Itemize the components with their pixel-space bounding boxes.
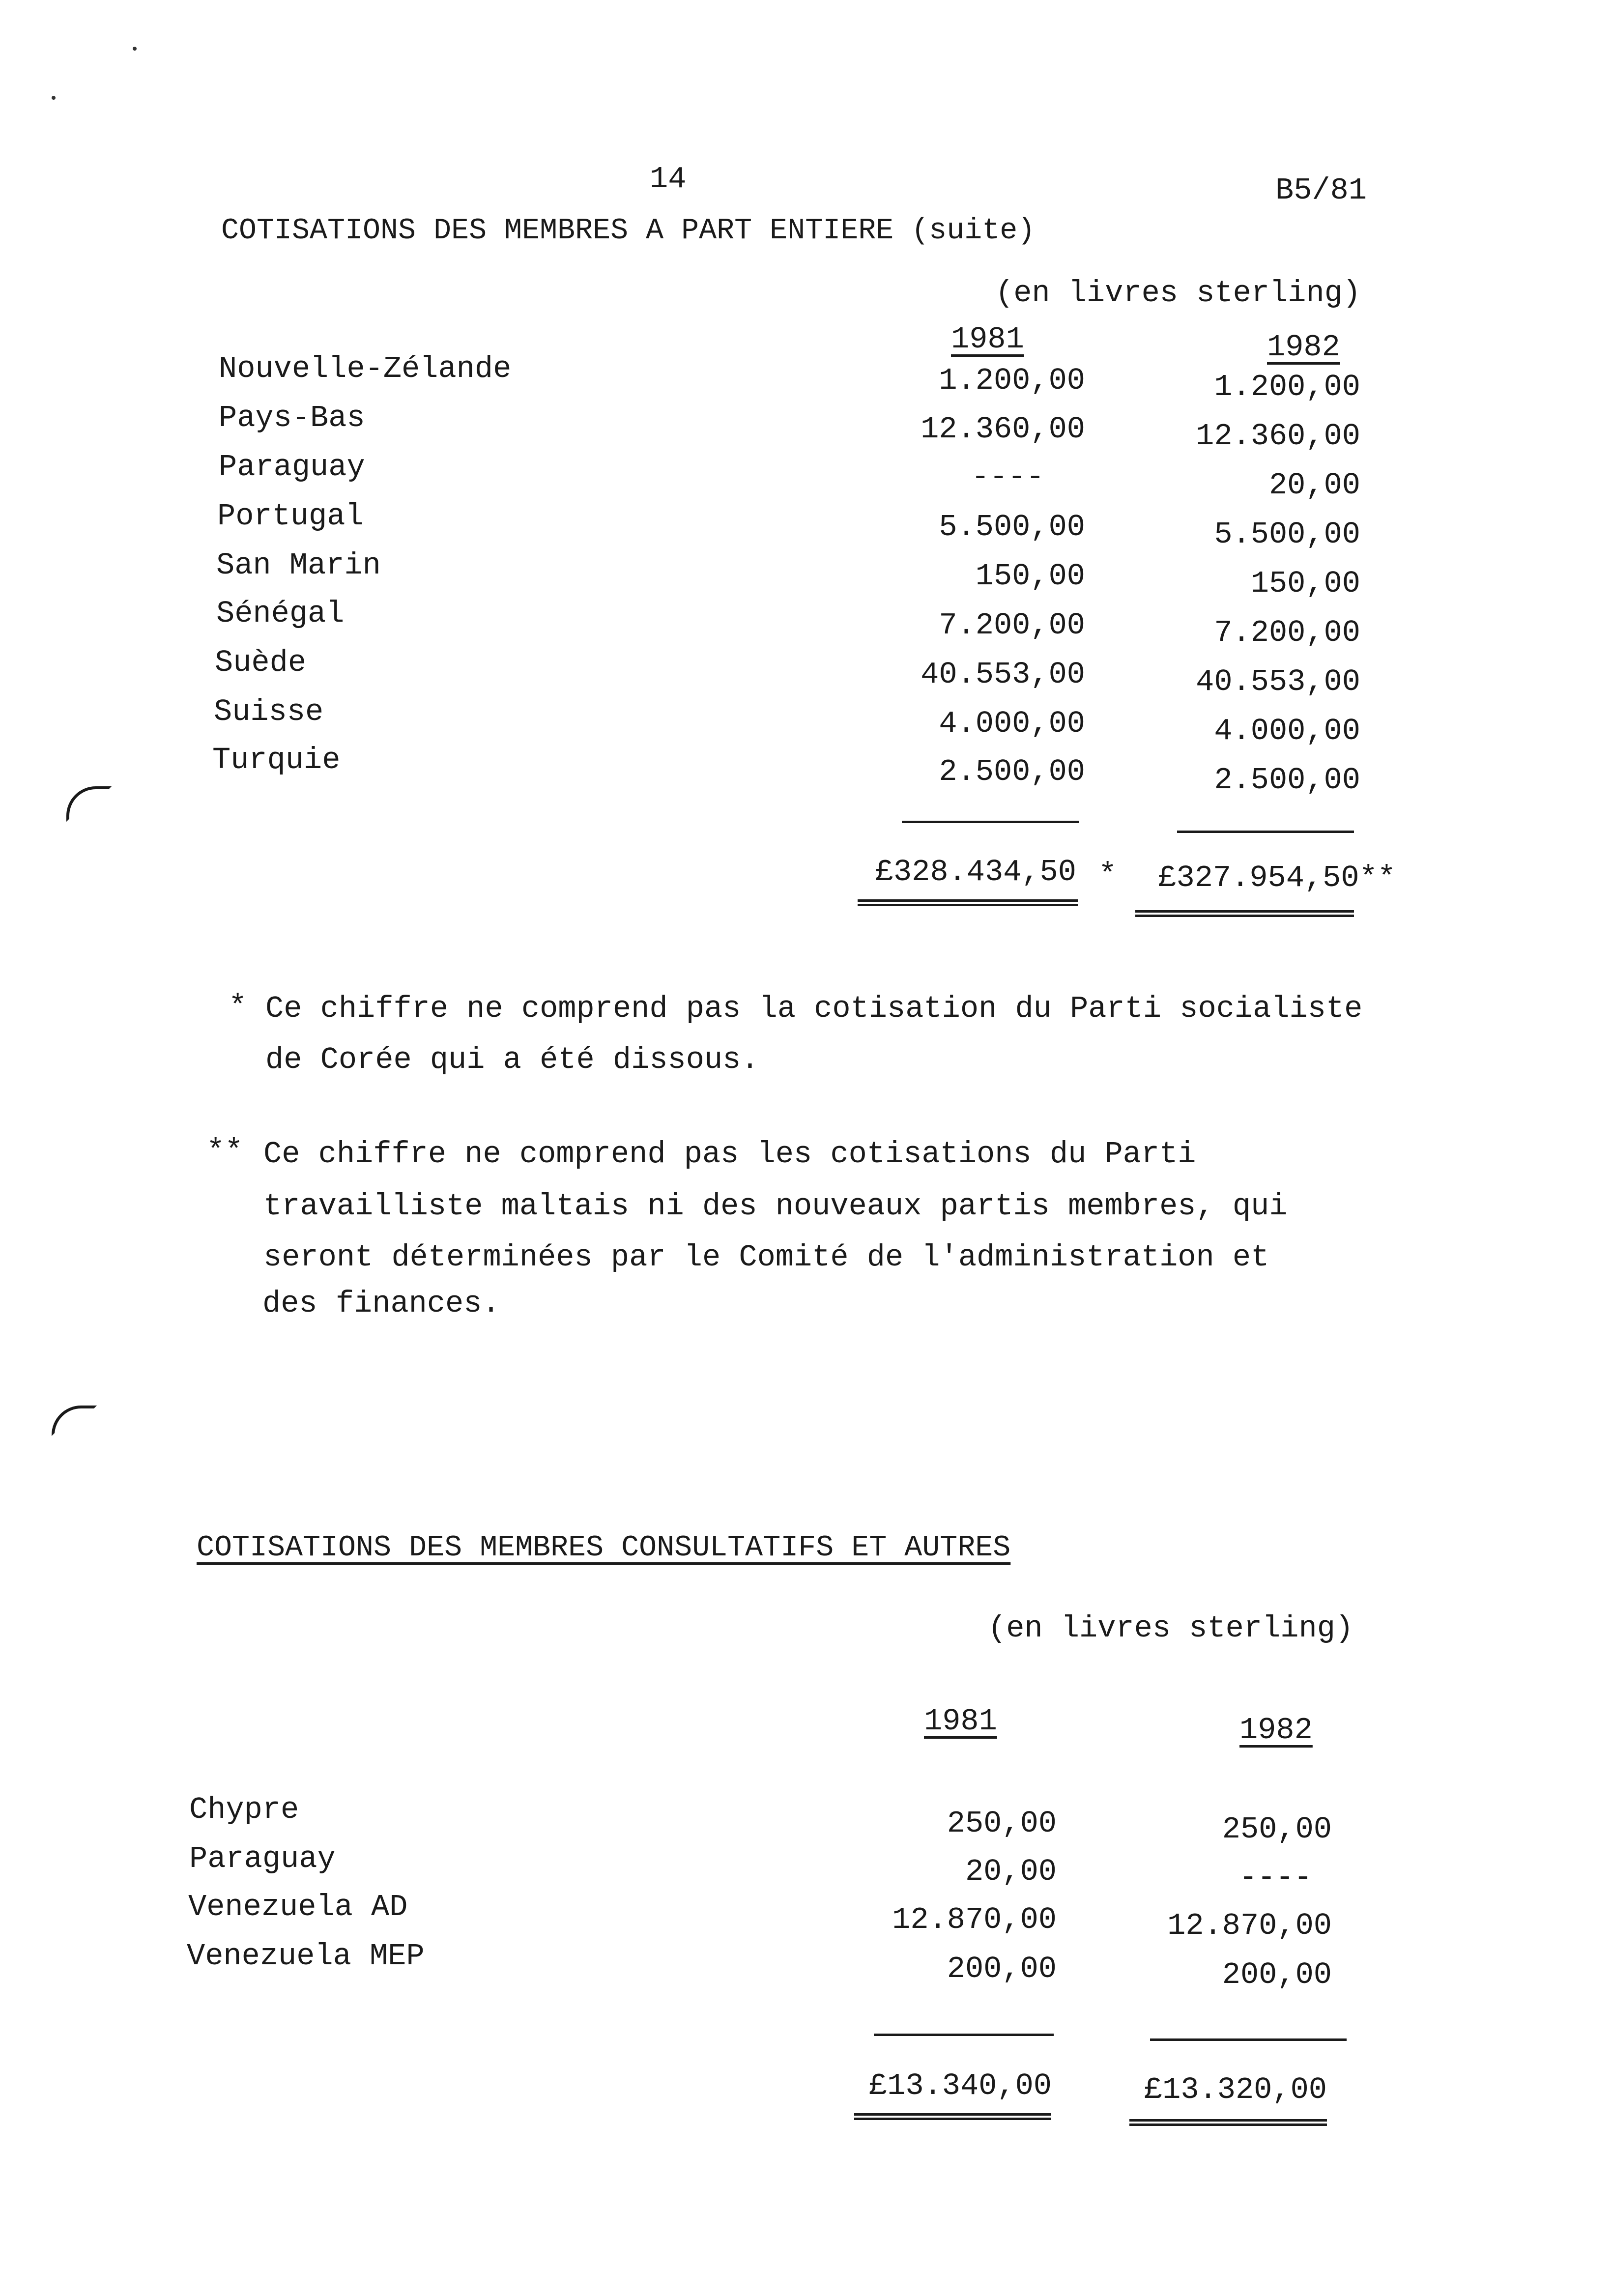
subtotal-rule-1981 [874,2034,1054,2036]
total-1981-footnote-marker: * [1098,858,1117,892]
table-cell-1981: 200,00 [947,1952,1057,1986]
footnote-1-marker: * [229,989,247,1024]
table-row-country: Turquie [212,743,341,777]
scan-speck [52,96,56,100]
table-row-country: Suisse [214,694,324,729]
column-header-1982: 1982 [1267,330,1340,365]
total-double-rule-1981 [854,2113,1051,2120]
table-cell-1981: 7.200,00 [939,608,1085,643]
table-cell-1982: 1.200,00 [1214,370,1360,404]
table-cell-1981: 2.500,00 [939,754,1085,789]
footnote-2-marker: ** [206,1134,243,1169]
table-cell-1981: 4.000,00 [939,706,1085,741]
table-cell-1982: 7.200,00 [1214,615,1360,650]
table-cell-1981: 40.553,00 [921,657,1085,692]
table-cell-1982: 12.870,00 [1167,1908,1332,1943]
table-cell-1981: 150,00 [975,559,1085,594]
table-cell-1982: 40.553,00 [1196,664,1360,699]
table-cell-1981: 12.360,00 [921,412,1085,447]
table-row-country: Chypre [189,1792,299,1827]
table-cell-1981: 5.500,00 [939,510,1085,545]
table-row-country: Sénégal [216,596,345,631]
table-cell-1981: 12.870,00 [892,1902,1057,1937]
table-row-country: Nouvelle-Zélande [219,351,512,386]
table-cell-1982: 250,00 [1222,1812,1332,1847]
footnote-2-line: travailliste maltais ni des nouveaux partis membres, qui [263,1189,1288,1224]
table-cell-1982: 200,00 [1222,1957,1332,1992]
table-cell-1981: 20,00 [965,1854,1057,1889]
page-number: 14 [650,162,687,197]
table-cell-1982: 4.000,00 [1214,714,1360,748]
footnote-2-line: seront déterminées par le Comité de l'administration et [263,1240,1269,1275]
document-reference: B5/81 [1275,173,1367,208]
table-row-country: Pays-Bas [219,401,365,435]
column-header-1982: 1982 [1239,1713,1313,1748]
footnote-2-line: des finances. [262,1286,500,1321]
table-cell-1982: 2.500,00 [1214,763,1360,798]
total-1981: £13.340,00 [868,2068,1052,2103]
table-cell-1981: ---- [971,459,1044,494]
table-row-country: Paraguay [219,450,365,485]
section-title-consultative-members: COTISATIONS DES MEMBRES CONSULTATIFS ET AUTRES [197,1531,1011,1565]
footnote-1-line: Ce chiffre ne comprend pas la cotisation du Parti socialiste [265,991,1363,1026]
table-cell-1982: ---- [1239,1860,1312,1895]
table-cell-1981: 1.200,00 [939,363,1085,398]
total-1982: £13.320,00 [1144,2072,1327,2107]
table-row-country: San Marin [216,548,381,583]
currency-unit-note: (en livres sterling) [988,1611,1354,1646]
column-header-1981: 1981 [924,1704,997,1739]
total-double-rule-1982 [1129,2119,1327,2126]
table-cell-1981: 250,00 [947,1806,1057,1841]
table-row-country: Suède [215,645,307,680]
total-double-rule-1982 [1135,910,1354,917]
table-row-country: Portugal [217,499,364,534]
subtotal-rule-1982 [1177,831,1354,833]
footnote-1-line: de Corée qui a été dissous. [265,1042,759,1077]
total-double-rule-1981 [858,899,1078,906]
subtotal-rule-1982 [1150,2038,1347,2041]
table-cell-1982: 12.360,00 [1196,419,1360,454]
total-1982: £327.954,50** [1158,861,1396,895]
table-cell-1982: 5.500,00 [1214,517,1360,552]
table-row-country: Venezuela AD [188,1890,408,1924]
table-cell-1982: 20,00 [1268,468,1360,503]
margin-arc-mark-bottom [52,1406,97,1436]
table-cell-1982: 150,00 [1250,566,1360,601]
currency-unit-note: (en livres sterling) [995,276,1361,311]
margin-arc-mark-top [66,786,112,822]
footnote-2-line: Ce chiffre ne comprend pas les cotisations du Parti [263,1137,1196,1172]
section-title-full-members: COTISATIONS DES MEMBRES A PART ENTIERE (suite) [221,214,1036,248]
column-header-1981: 1981 [951,322,1024,357]
table-row-country: Paraguay [189,1841,336,1876]
subtotal-rule-1981 [902,821,1079,823]
scan-speck [133,47,137,51]
total-1981: £328.434,50 [875,855,1076,890]
table-row-country: Venezuela MEP [187,1939,425,1974]
